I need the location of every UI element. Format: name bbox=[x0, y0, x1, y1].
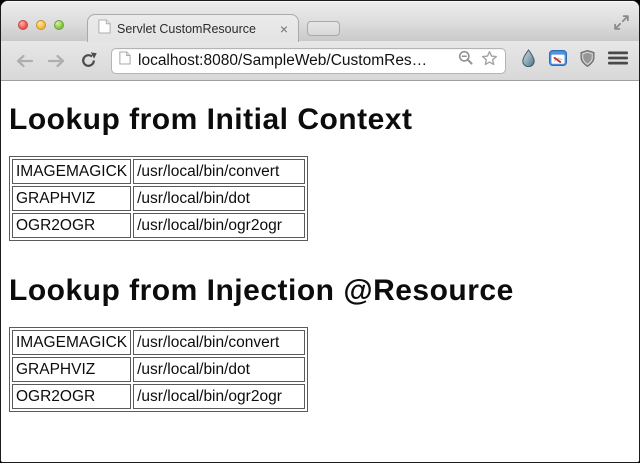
tab-close-icon[interactable]: × bbox=[279, 20, 288, 37]
window-close-button[interactable] bbox=[18, 20, 28, 30]
resource-path-cell: /usr/local/bin/ogr2ogr bbox=[133, 384, 305, 409]
back-button[interactable] bbox=[11, 48, 37, 74]
reload-icon bbox=[80, 52, 97, 69]
injection-resource-table bbox=[9, 327, 308, 412]
table-row bbox=[12, 159, 305, 184]
resource-name-cell: OGR2OGR bbox=[12, 213, 131, 238]
heading-injection-resource: Lookup from Injection @Resource bbox=[9, 274, 514, 307]
hamburger-menu-icon[interactable] bbox=[608, 51, 628, 70]
forward-button[interactable] bbox=[43, 48, 69, 74]
forward-arrow-icon bbox=[47, 54, 66, 68]
traffic-lights bbox=[18, 20, 64, 30]
zoom-out-icon[interactable] bbox=[458, 50, 474, 71]
browser-tab[interactable] bbox=[87, 14, 299, 42]
bookmark-star-icon[interactable] bbox=[481, 50, 498, 72]
resource-path-cell: /usr/local/bin/convert bbox=[133, 330, 305, 355]
resource-path-cell: /usr/local/bin/dot bbox=[133, 186, 305, 211]
back-arrow-icon bbox=[15, 54, 34, 68]
tab-title: Servlet CustomResource bbox=[117, 21, 256, 36]
new-tab-button[interactable] bbox=[307, 21, 340, 36]
resource-path-cell: /usr/local/bin/ogr2ogr bbox=[133, 213, 305, 238]
favicon-blank-page-icon bbox=[98, 19, 111, 39]
table-row bbox=[12, 357, 305, 382]
page-content bbox=[1, 81, 639, 462]
table-row bbox=[12, 213, 305, 238]
resource-name-cell: GRAPHVIZ bbox=[12, 357, 131, 382]
table-row bbox=[12, 384, 305, 409]
heading-initial-context: Lookup from Initial Context bbox=[9, 103, 413, 136]
title-bar bbox=[1, 1, 639, 41]
reload-button[interactable] bbox=[75, 48, 101, 74]
resource-name-cell: IMAGEMAGICK bbox=[12, 330, 131, 355]
address-bar[interactable] bbox=[111, 48, 506, 74]
url-text: localhost:8080/SampleWeb/CustomRes… bbox=[138, 51, 428, 69]
site-page-icon bbox=[119, 51, 131, 70]
resource-name-cell: IMAGEMAGICK bbox=[12, 159, 131, 184]
window-zoom-button[interactable] bbox=[54, 20, 64, 30]
resource-path-cell: /usr/local/bin/convert bbox=[133, 159, 305, 184]
pagespeed-window-icon[interactable] bbox=[549, 50, 567, 71]
initial-context-table bbox=[9, 156, 308, 241]
extension-icons bbox=[518, 49, 631, 72]
water-drop-icon[interactable] bbox=[521, 49, 536, 72]
window-minimize-button[interactable] bbox=[36, 20, 46, 30]
resource-name-cell: OGR2OGR bbox=[12, 384, 131, 409]
shield-icon[interactable] bbox=[580, 50, 595, 72]
fullscreen-icon[interactable] bbox=[613, 14, 630, 36]
browser-toolbar bbox=[1, 41, 639, 81]
table-row bbox=[12, 186, 305, 211]
resource-name-cell: GRAPHVIZ bbox=[12, 186, 131, 211]
resource-path-cell: /usr/local/bin/dot bbox=[133, 357, 305, 382]
table-row bbox=[12, 330, 305, 355]
